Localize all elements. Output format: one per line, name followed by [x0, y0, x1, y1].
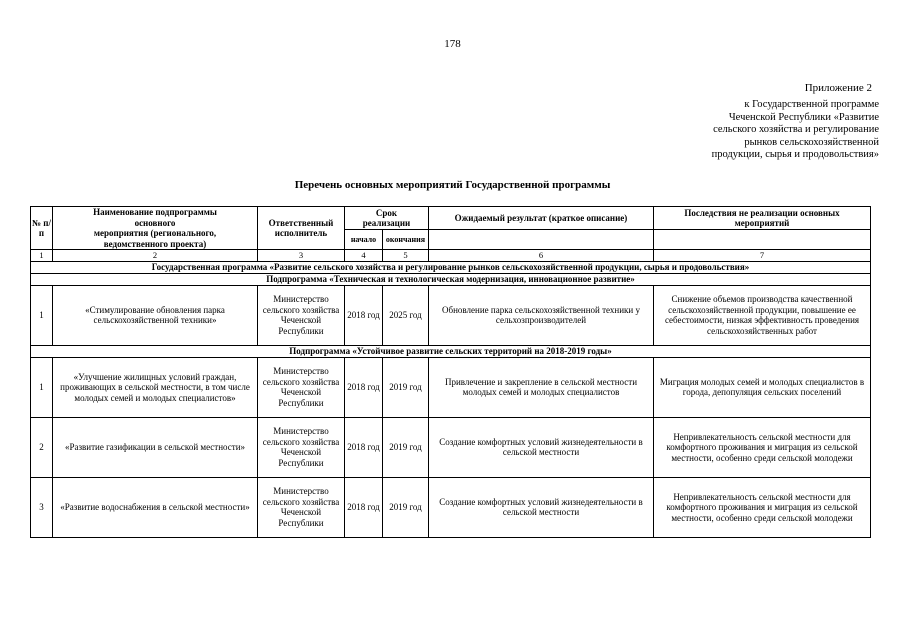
column-number: 7: [654, 250, 871, 262]
column-number: 3: [258, 250, 345, 262]
header-end: окончания: [383, 230, 429, 250]
header-result-empty: [429, 230, 654, 250]
subprogram-title: Подпрограмма «Устойчивое развитие сельских территорий на 2018-2019 годы»: [31, 345, 871, 357]
header-name-line: мероприятия (регионального,: [93, 228, 217, 239]
header-executor: [258, 207, 345, 250]
row-result: Создание комфортных условий жизнедеятельности в сельской местности: [429, 477, 654, 537]
column-numbers-row: [31, 250, 871, 262]
row-consequences: Непривлекательность сельской местности для комфортного проживания и миграция из сельской местности, особенно среди сельской молодежи: [654, 477, 871, 537]
subprogram-row: [31, 273, 871, 285]
row-result: Обновление парка сельскохозяйственной техники у сельхозпроизводителей: [429, 285, 654, 345]
header-name-line: ведомственного проекта): [103, 238, 207, 249]
row-number: 3: [31, 477, 53, 537]
row-end: 2025 год: [383, 285, 429, 345]
header-consequences-line: Последствия не реализации основных: [684, 207, 840, 218]
appendix-title: Приложение 2: [804, 82, 872, 94]
row-start: 2018 год: [345, 357, 383, 417]
row-executor: Министерство сельского хозяйства Чеченской Республики: [258, 357, 345, 417]
row-number: 2: [31, 417, 53, 477]
row-result: Привлечение и закрепление в сельской местности молодых семей и молодых специалистов: [429, 357, 654, 417]
appendix-note-line: сельского хозяйства и регулирование: [713, 124, 879, 136]
row-name: «Стимулирование обновления парка сельскохозяйственной техники»: [53, 285, 258, 345]
table-row: [31, 417, 871, 477]
column-number: 6: [429, 250, 654, 262]
header-consequences-empty: [654, 230, 871, 250]
subprogram-row: [31, 345, 871, 357]
column-number: 4: [345, 250, 383, 262]
header-name-line: основного: [134, 217, 176, 228]
appendix-note-line: Чеченской Республики «Развитие: [728, 111, 879, 123]
page-number: 178: [444, 38, 461, 50]
appendix-note-line: рынков сельскохозяйственной: [744, 136, 879, 148]
header-period-line: Срок: [375, 207, 398, 218]
header-name: [53, 207, 258, 250]
column-number: 1: [31, 250, 53, 262]
row-end: 2019 год: [383, 357, 429, 417]
subprogram-title: Подпрограмма «Техническая и технологическая модернизация, инновационное развитие»: [31, 273, 871, 285]
appendix-note-line: к Государственной программе: [744, 99, 879, 110]
header-consequences-line: мероприятий: [734, 218, 790, 229]
appendix-note-line: продукции, сырья и продовольствия»: [711, 149, 879, 161]
header-consequences: [654, 207, 871, 230]
header-start: начало: [345, 230, 383, 250]
header-period-line: реализации: [362, 218, 411, 229]
row-consequences: Непривлекательность сельской местности для комфортного проживания и миграция из сельской местности, особенно среди сельской молодежи: [654, 417, 871, 477]
header-executor-line: исполнитель: [274, 228, 328, 239]
row-start: 2018 год: [345, 285, 383, 345]
program-title: Государственная программа «Развитие сельского хозяйства и регулирование рынков сельскохозяйственной продукции, сырья и продовольствия»: [31, 261, 871, 273]
table-row: [31, 357, 871, 417]
program-title-row: [31, 261, 871, 273]
row-number: 1: [31, 285, 53, 345]
document-title: Перечень основных мероприятий Государственной программы: [294, 179, 611, 191]
table-row: [31, 477, 871, 537]
row-executor: Министерство сельского хозяйства Чеченской Республики: [258, 417, 345, 477]
row-start: 2018 год: [345, 477, 383, 537]
row-name: «Развитие водоснабжения в сельской местности»: [53, 477, 258, 537]
row-consequences: Снижение объемов производства качественной сельскохозяйственной продукции, повышение ее себестоимости, низкая эффективность проведения сельскохозяйственных работ: [654, 285, 871, 345]
row-end: 2019 год: [383, 477, 429, 537]
header-result: Ожидаемый результат (краткое описание): [429, 207, 654, 230]
measures-table: [30, 206, 871, 538]
header-name-line: Наименование подпрограммы: [93, 207, 217, 217]
row-executor: Министерство сельского хозяйства Чеченской Республики: [258, 477, 345, 537]
table-row: [31, 285, 871, 345]
column-number: 5: [383, 250, 429, 262]
row-consequences: Миграция молодых семей и молодых специалистов в города, депопуляция сельских поселений: [654, 357, 871, 417]
header-executor-line: Ответственный: [268, 217, 334, 228]
row-name: «Развитие газификации в сельской местности»: [53, 417, 258, 477]
row-start: 2018 год: [345, 417, 383, 477]
row-end: 2019 год: [383, 417, 429, 477]
row-name: «Улучшение жилищных условий граждан, проживающих в сельской местности, в том числе молодых семей и молодых специалистов»: [53, 357, 258, 417]
row-number: 1: [31, 357, 53, 417]
appendix-note: [629, 99, 879, 162]
row-result: Создание комфортных условий жизнедеятельности в сельской местности: [429, 417, 654, 477]
header-number: № п/п: [31, 207, 53, 250]
header-period: [345, 207, 429, 230]
row-executor: Министерство сельского хозяйства Чеченской Республики: [258, 285, 345, 345]
column-number: 2: [53, 250, 258, 262]
